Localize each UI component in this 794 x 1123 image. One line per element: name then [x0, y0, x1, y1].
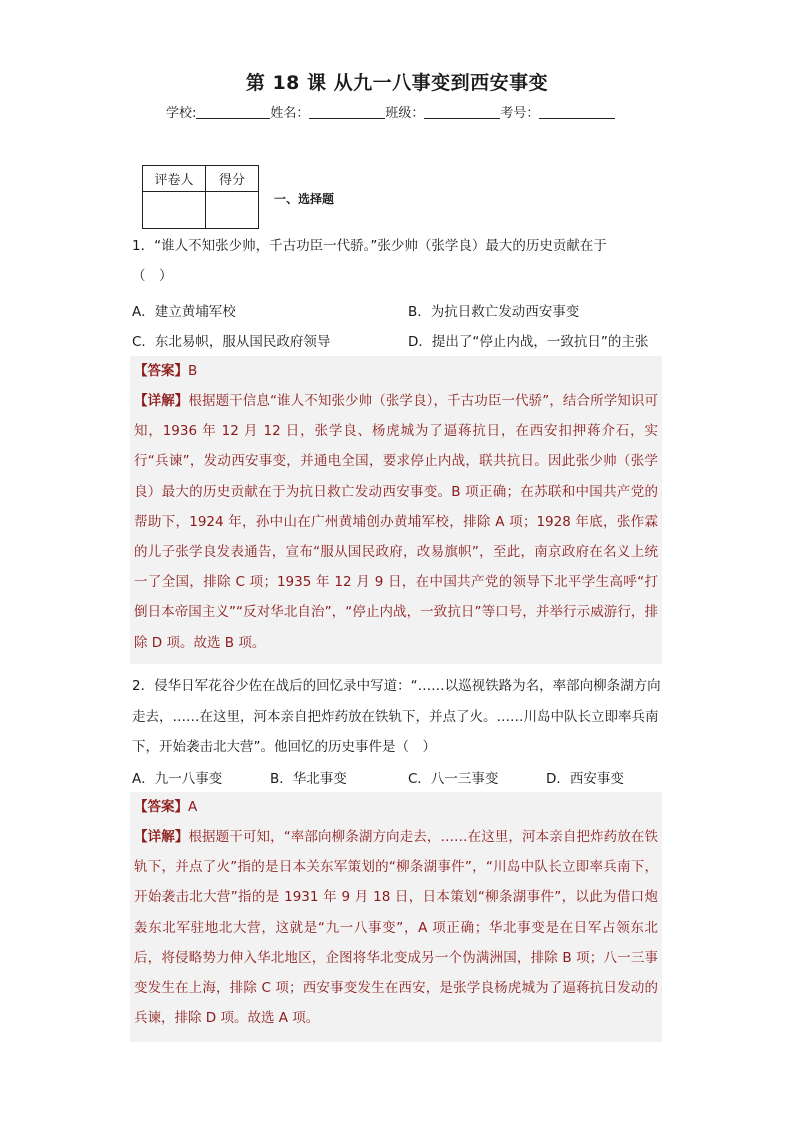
lesson-title: 第 18 课 从九一八事变到西安事变: [245, 72, 549, 94]
name-blank[interactable]: [309, 106, 385, 119]
question-1-stem: [132, 231, 662, 291]
q2-detail-tag: 【详解】: [134, 829, 189, 845]
q1-detail-text: 根据题干信息“谁人不知张少帅（张学良），千古功臣一代骄”，结合所学知识可知，1936 年 12 月 12 日，张学良、杨虎城为了逼蒋抗日，在西安扣押蒋介石，实行“兵谏”，发动西安事变，并通电全国，要求停止内战，联共抗日。因此张少帅（张学良）最大的历史贡献在于为抗日救亡发动西安事变。B 项正确；在苏联和中国共产党的帮助下，1924 年，孙中山在广州黄埔创办黄埔军校，排除 A 项；1928 年底，张作霖的儿子张学良发表通告，宣布“服从国民政府，改易旗帜”，至此，南京政府在名义上统一了全国，排除 C 项；1935 年 12 月 9 日，在中国共产党的领导下北平学生高呼“打倒日本帝国主义”“反对华北自治”，“停止内战，一致抗日”等口号，并举行示威游行，排除 D 项。故选 B 项。: [134, 393, 658, 651]
class-label: 班级：: [385, 106, 425, 121]
grader-header: 评卷人: [143, 166, 206, 192]
q1-option-a[interactable]: A．建立黄埔军校: [132, 304, 236, 320]
question-2-stem: 2．侵华日军花谷少佐在战后的回忆录中写道：“……以巡视铁路为名，率部向柳条湖方向走去，……在这里，河本亲自把炸药放在铁轨下，并点了火。……川岛中队长立即率兵南下，开始袭击北大营”。他回忆的历史事件是（ ）: [132, 678, 661, 755]
q2-answer-value: A: [188, 799, 198, 815]
q2-option-a[interactable]: A．九一八事变: [132, 771, 223, 787]
q2-detail-text: 根据题干可知，“率部向柳条湖方向走去，……在这里，河本亲自把炸药放在铁轨下，并点了火”指的是日本关东军策划的“柳条湖事件”，“川岛中队长立即率兵南下，开始袭击北大营”指的是 1931 年 9 月 18 日，日本策划“柳条湖事件”，以此为借口炮轰东北军驻地北大营，这就是“九一八事变”，A 项正确；华北事变是在日军占领东北后，将侵略势力伸入华北地区，企图将华北变成另一个伪满洲国，排除 B 项；八一三事变发生在上海，排除 C 项；西安事变发生在西安，是张学良杨虎城为了逼蒋抗日发动的兵谏，排除 D 项。故选 A 项。: [134, 829, 658, 1027]
score-header: 得分: [206, 166, 259, 192]
school-label: 学校:: [166, 106, 197, 121]
q1-answer-tag: 【答案】: [134, 363, 188, 379]
score-cell[interactable]: [206, 192, 259, 229]
q1-option-b[interactable]: B．为抗日救亡发动西安事变: [408, 304, 580, 320]
q2-option-c[interactable]: C．八一三事变: [408, 771, 499, 787]
q2-answer-tag: 【答案】: [134, 799, 188, 815]
q2-option-d[interactable]: D．西安事变: [546, 771, 624, 787]
class-blank[interactable]: [424, 106, 500, 119]
section-heading: 一、选择题: [274, 192, 335, 206]
school-blank[interactable]: [196, 106, 270, 119]
q1-option-c[interactable]: C．东北易帜，服从国民政府领导: [132, 334, 331, 350]
exam-no-blank[interactable]: [539, 106, 615, 119]
q1-answer-value: B: [188, 363, 198, 379]
question-2-answer-box: [130, 792, 662, 1042]
grader-score-table: [142, 165, 259, 229]
q1-detail-tag: 【详解】: [134, 393, 189, 409]
student-info-line: [166, 102, 615, 121]
question-1-answer-box: [130, 356, 662, 664]
question-1-stem-line1: 1．“谁人不知张少帅，千古功臣一代骄。”张少帅（张学良）最大的历史贡献在于: [132, 238, 607, 254]
name-label: 姓名：: [270, 106, 310, 121]
question-1-stem-line2: （ ）: [132, 268, 173, 284]
grader-cell[interactable]: [143, 192, 206, 229]
q2-option-b[interactable]: B．华北事变: [270, 771, 347, 787]
exam-no-label: 考号：: [500, 106, 540, 121]
q1-option-d[interactable]: D．提出了“停止内战，一致抗日”的主张: [408, 334, 649, 350]
